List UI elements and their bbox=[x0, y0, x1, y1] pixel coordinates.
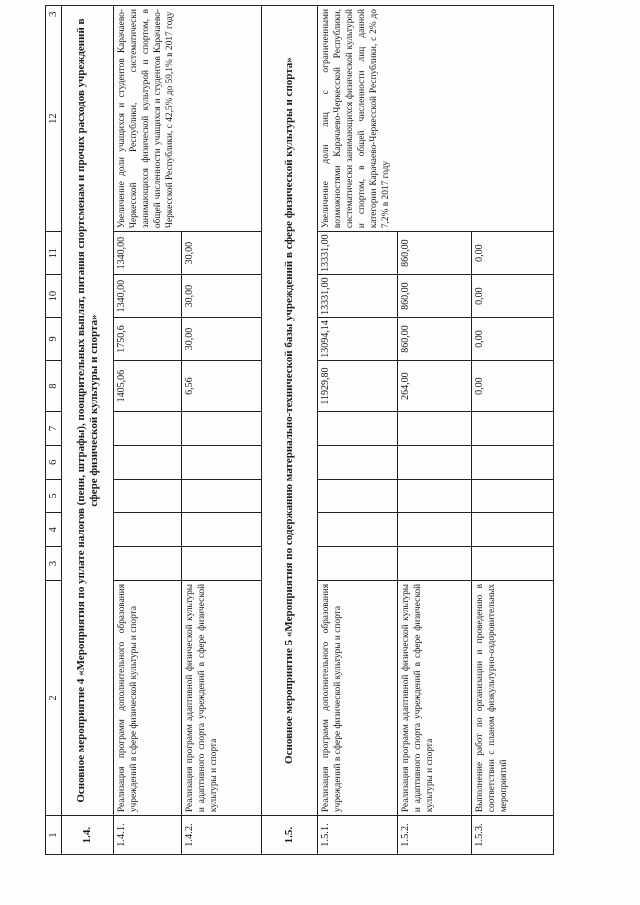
col-header-7: 7 bbox=[46, 412, 62, 446]
col-header-2: 2 bbox=[46, 580, 62, 815]
cell-value bbox=[318, 412, 398, 446]
cell-value bbox=[114, 445, 182, 479]
cell-value: 1405,06 bbox=[114, 361, 182, 412]
col-header-8: 8 bbox=[46, 361, 62, 412]
col-header-1: 1 bbox=[46, 816, 62, 855]
row-code: 1.4.2. bbox=[182, 816, 262, 855]
cell-value: 30,00 bbox=[182, 318, 262, 361]
section-title: Основное мероприятие 4 «Мероприятия по уплате налогов (пени, штрафы), поощрительных выплат, питания спортсменам и прочих расходов учреждений в сфере физической культуры и спорта» bbox=[62, 6, 114, 816]
row-code: 1.4.1. bbox=[114, 816, 182, 855]
cell-value: 0,00 bbox=[472, 275, 554, 318]
cell-value bbox=[182, 513, 262, 547]
section-title: Основное мероприятие 5 «Мероприятия по содержанию материально-технической базы учреждений в сфере физической культуры и спорта» bbox=[262, 6, 318, 816]
row-name: Реализация программ дополнительного образования учреждений в сфере физической культуры и спорта bbox=[318, 580, 398, 815]
cell-value: 860,00 bbox=[398, 232, 472, 275]
cell-value bbox=[182, 445, 262, 479]
header-row bbox=[46, 6, 62, 855]
row-code: 1.5.2. bbox=[398, 816, 472, 855]
cell-value bbox=[472, 513, 554, 547]
cell-value bbox=[398, 513, 472, 547]
cell-value: 13331,00 bbox=[318, 275, 398, 318]
cell-value bbox=[472, 547, 554, 581]
row-result: Увеличение доли лиц с ограниченными возможностями Карачаево-Черкесской Республики, систематически занимающихся физической культурой и спортом, в общей численности лиц данной категории Карачаево-Черкесской Республики, с 2% до 7,2% в 2017 году bbox=[318, 6, 554, 232]
activities-table bbox=[45, 5, 554, 855]
cell-value bbox=[182, 412, 262, 446]
row-result: Увеличение доли учащихся и студентов Карачаево-Черкесской Республики, систематически занимающихся физической культурой и спортом, в общей численности учащихся и студентов Карачаево-Черкесской Республики, с 42,5% до 59,1% в 2017 году bbox=[114, 6, 262, 232]
col-header-12: 12 bbox=[46, 6, 62, 232]
table-row bbox=[318, 6, 398, 855]
table-row bbox=[114, 6, 182, 855]
cell-value: 264,00 bbox=[398, 361, 472, 412]
cell-value: 860,00 bbox=[398, 318, 472, 361]
cell-value bbox=[398, 479, 472, 513]
cell-value: 0,00 bbox=[472, 361, 554, 412]
section-code: 1.4. bbox=[62, 816, 114, 855]
cell-value bbox=[398, 412, 472, 446]
cell-value bbox=[114, 479, 182, 513]
row-name: Выполнение работ по организации и проведению в соответствии с планом физкультурно-оздоровительных мероприятий bbox=[472, 580, 554, 815]
cell-value bbox=[114, 547, 182, 581]
col-header-11: 11 bbox=[46, 232, 62, 275]
cell-value: 0,00 bbox=[472, 232, 554, 275]
page-number: 3 bbox=[47, 11, 59, 17]
col-header-5: 5 bbox=[46, 479, 62, 513]
col-header-6: 6 bbox=[46, 445, 62, 479]
rotated-document bbox=[45, 5, 620, 855]
cell-value bbox=[318, 513, 398, 547]
row-name: Реализация программ адаптивной физической культуры и адаптивного спорта учреждений в сфере физической культуры и спорта bbox=[398, 580, 472, 815]
cell-value: 30,00 bbox=[182, 275, 262, 318]
cell-value bbox=[114, 412, 182, 446]
cell-value: 6,56 bbox=[182, 361, 262, 412]
cell-value: 11929,80 bbox=[318, 361, 398, 412]
cell-value: 1340,00 bbox=[114, 232, 182, 275]
cell-value bbox=[114, 513, 182, 547]
cell-value bbox=[318, 547, 398, 581]
row-name: Реализация программ дополнительного образования учреждений в сфере физической культуры и спорта bbox=[114, 580, 182, 815]
cell-value bbox=[182, 547, 262, 581]
row-code: 1.5.3. bbox=[472, 816, 554, 855]
section-code: 1.5. bbox=[262, 816, 318, 855]
col-header-9: 9 bbox=[46, 318, 62, 361]
section-row bbox=[62, 6, 114, 855]
cell-value bbox=[182, 479, 262, 513]
cell-value bbox=[398, 547, 472, 581]
cell-value bbox=[398, 445, 472, 479]
cell-value: 1750,6 bbox=[114, 318, 182, 361]
section-row bbox=[262, 6, 318, 855]
cell-value: 860,00 bbox=[398, 275, 472, 318]
cell-value bbox=[318, 445, 398, 479]
row-name: Реализация программ адаптивной физической культуры и адаптивного спорта учреждений в сфере физической культуры и спорта bbox=[182, 580, 262, 815]
col-header-10: 10 bbox=[46, 275, 62, 318]
cell-value: 30,00 bbox=[182, 232, 262, 275]
cell-value: 0,00 bbox=[472, 318, 554, 361]
col-header-4: 4 bbox=[46, 513, 62, 547]
cell-value bbox=[472, 445, 554, 479]
cell-value bbox=[318, 479, 398, 513]
cell-value: 13094,14 bbox=[318, 318, 398, 361]
col-header-3: 3 bbox=[46, 547, 62, 581]
cell-value: 1340,00 bbox=[114, 275, 182, 318]
cell-value bbox=[472, 479, 554, 513]
cell-value: 13331,00 bbox=[318, 232, 398, 275]
row-code: 1.5.1. bbox=[318, 816, 398, 855]
cell-value bbox=[472, 412, 554, 446]
